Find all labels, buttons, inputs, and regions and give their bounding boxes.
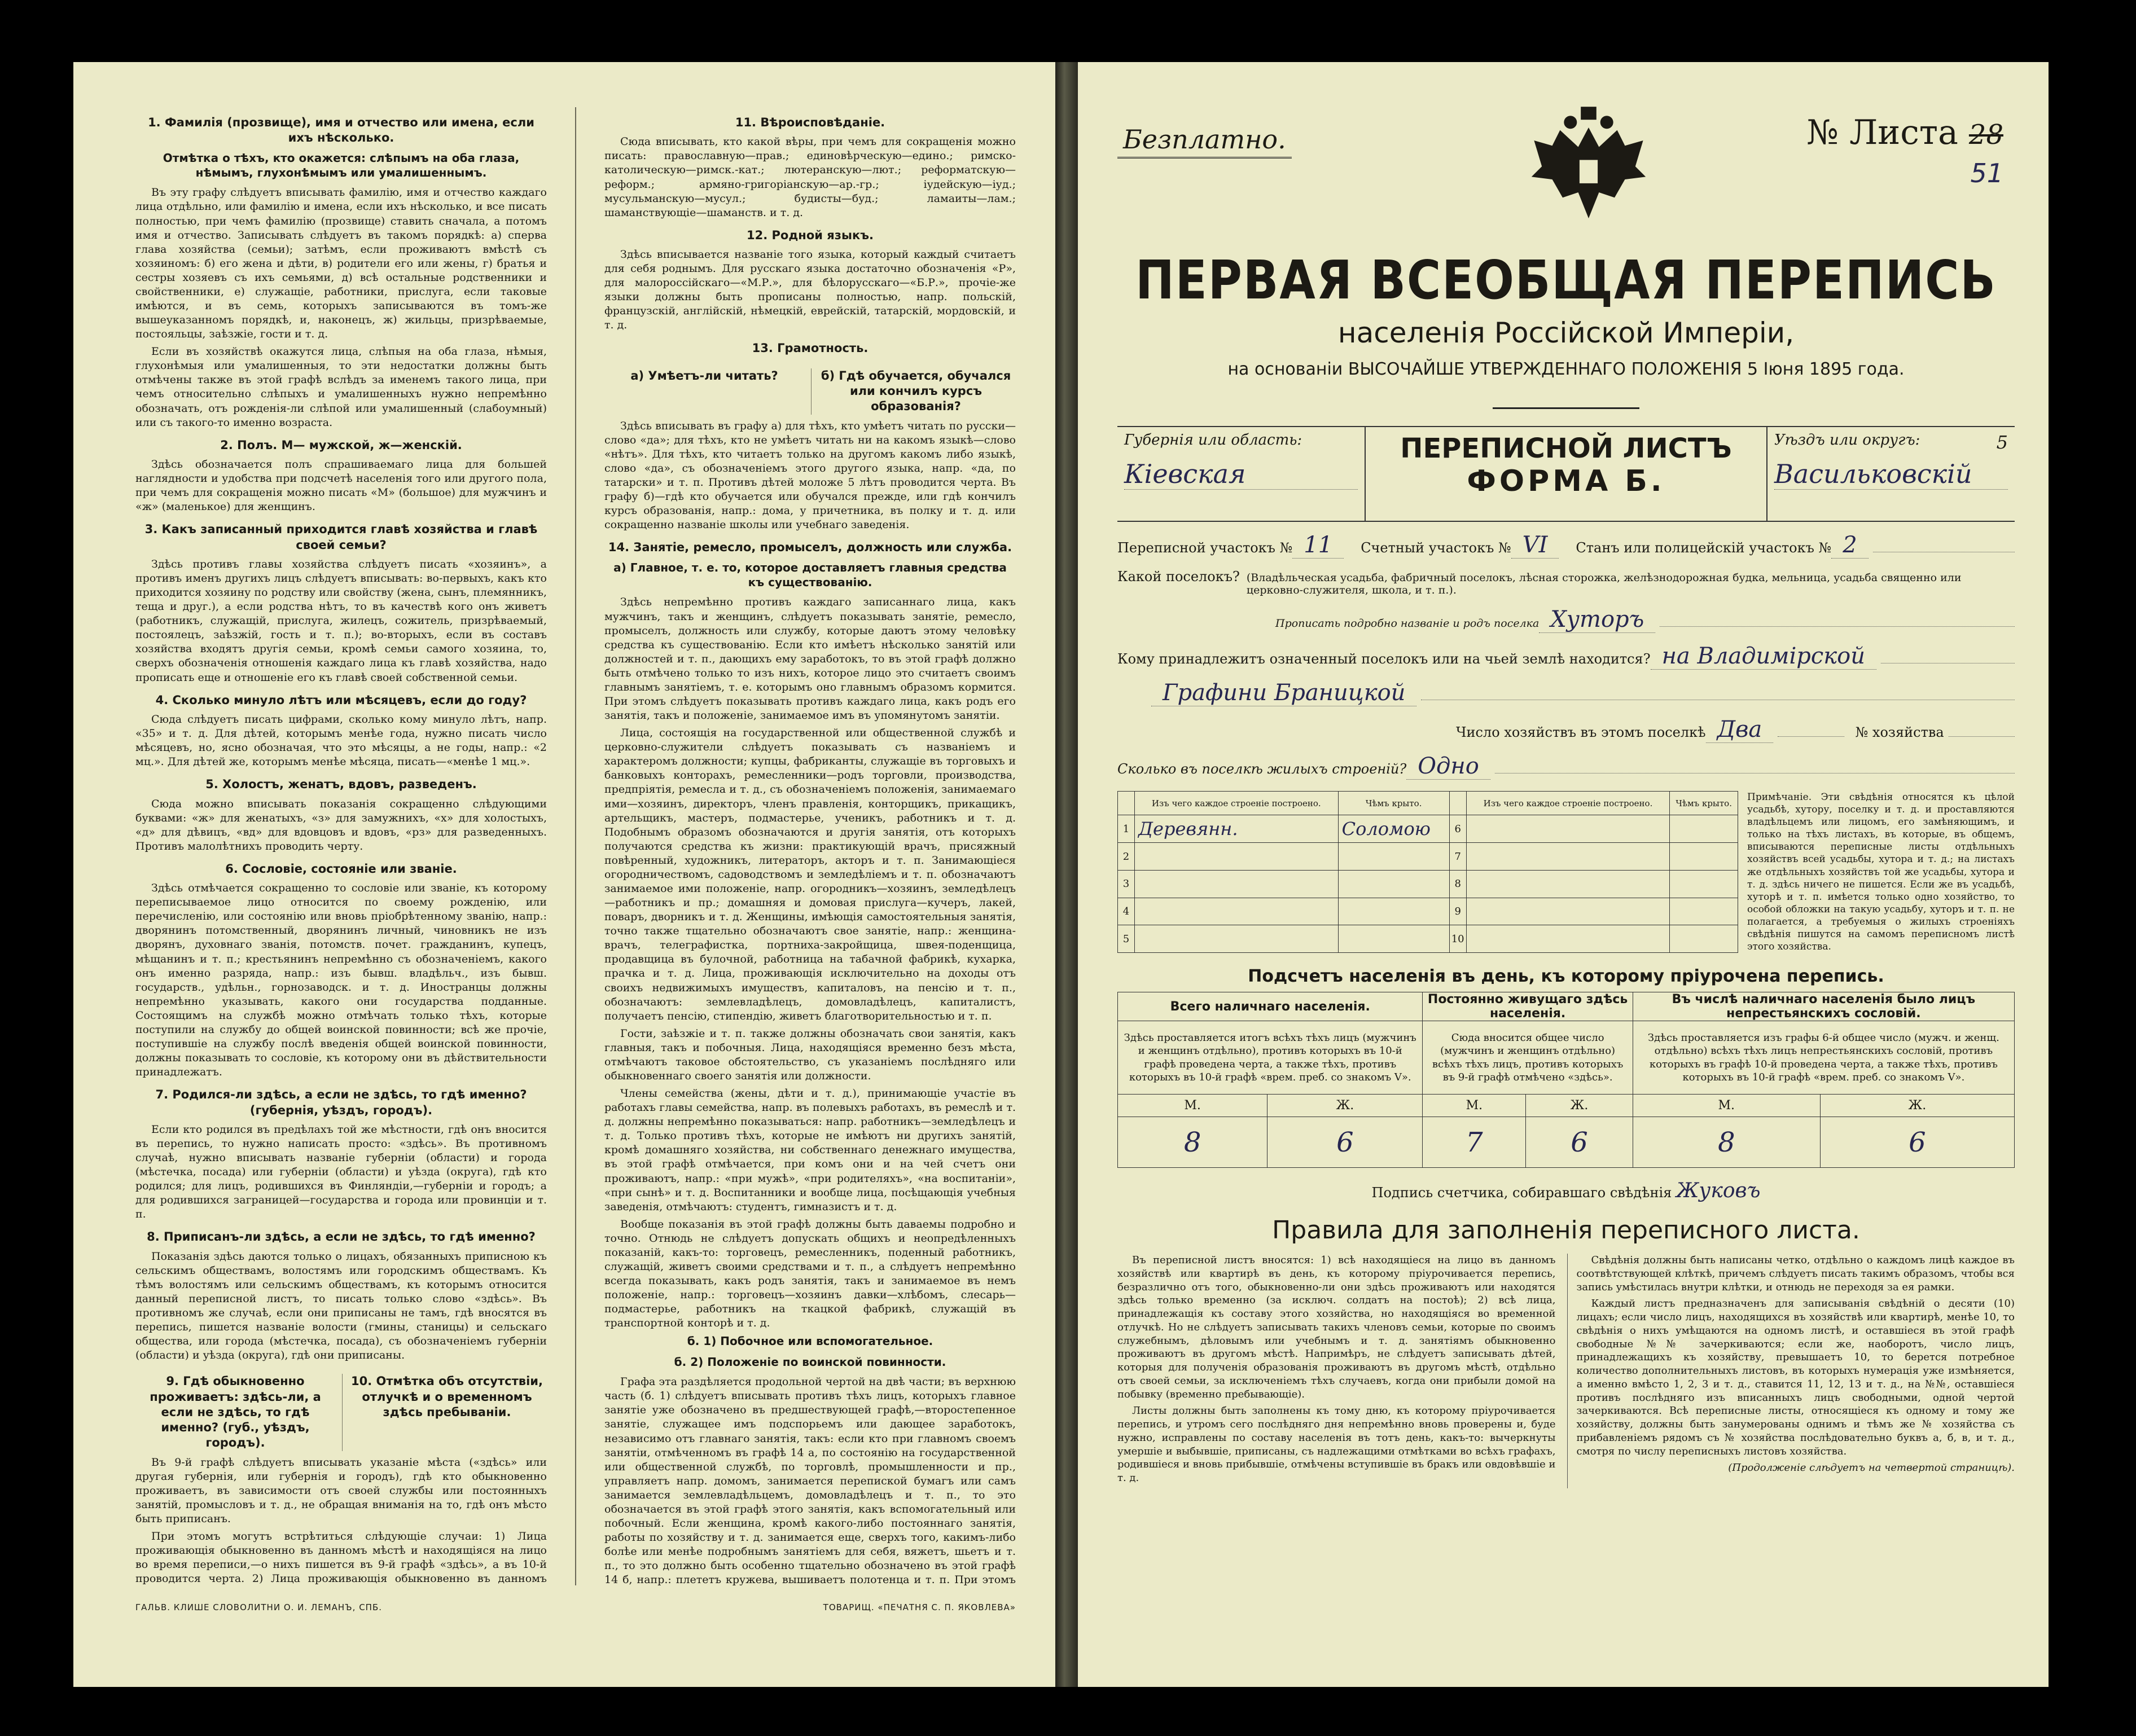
- census-title: ПЕРВАЯ ВСЕОБЩАЯ ПЕРЕПИСЬ: [1135, 249, 1997, 312]
- buildings-label: Сколько въ поселкѣ жилыхъ строеній?: [1117, 761, 1407, 777]
- title-rule: [1493, 407, 1639, 409]
- form-type: ФОРМА Б.: [1467, 464, 1665, 498]
- settlement-line: [1117, 569, 2015, 596]
- buildings-section: [1117, 791, 2015, 953]
- section-1-text: Въ эту графу слѣдуетъ вписывать фамилію, имя и отчество каждаго лица отдѣльно, или фамилію и имена, если ихъ нѣсколько, и все писать полностью, при чемъ фамилію (прозвище) ставить сначала, а потомъ имя и отчество. Записывать слѣдуетъ въ такомъ порядкѣ: а) сперва глава хозяйства (семьи); затѣмъ, если проживаютъ вмѣстѣ съ хозяиномъ: б) его жена и дѣти, в) родители его или жены, г) братья и сестры хозяевъ съ ихъ семьями, д) всѣ остальные родственники и свойственники, е) служащіе, работники, прислуга, если таковые имѣются, и въ семь, которыхъ записываются въ томъ-же вышеуказанномъ порядкѣ, и, наконецъ, ж) жильцы, призрѣваемые, постояльцы, заѣзжіе, гости и т. д.: [135, 186, 547, 341]
- census-area-value[interactable]: 11: [1292, 532, 1344, 559]
- right-page: [1078, 62, 2049, 1687]
- count-head-permanent: Постоянно живущаго здѣсь населенія.: [1423, 992, 1633, 1021]
- household-no-label: № хозяйства: [1855, 724, 1944, 740]
- settlement-hint-2: Прописать подробно названіе и родъ поселка: [1275, 617, 1540, 630]
- section-2-text: Здѣсь обозначается полъ спрашиваемаго лица для большей наглядности и удобства при подсчетѣ населенія того или другого пола, при чемъ для сокращенія можно писать «М» (большое) для мужчинъ и «ж» (маленькое) для женщинъ.: [135, 458, 547, 513]
- struct-row-num: 9: [1449, 898, 1466, 925]
- section-13a-title: а) Умѣетъ-ли читать?: [630, 368, 778, 383]
- rules-paragraph-1: Въ переписной листъ вносятся: 1) всѣ находящіеся на лицо въ данномъ хозяйствѣ или квартирѣ въ день, къ которому пріурочивается перепись, безразлично отъ того, обыкновенно-ли они здѣсь проживаютъ или находятся здѣсь только временно (за исключ. солдатъ на постоѣ); 2) всѣ лица, принадлежащія къ составу этого хозяйства, но находящіяся во временной отлучкѣ. Но не слѣдуетъ записывать такихъ членовъ семьи, которые по своимъ служебнымъ, дѣловымъ или учебнымъ и т. д. занятіямъ обыкновенно проживаютъ въ другомъ мѣстѣ. Напримѣръ, не слѣдуетъ записывать дѣтей, которыя для полученія образованія проживаютъ въ другомъ мѣстѣ, отдѣльно отъ своей семьи, за исключеніемъ тѣхъ случаевъ, когда они прибыли домой на побывку (временно пребывающіе).: [1117, 1254, 1556, 1400]
- struct-cell[interactable]: [1338, 870, 1449, 898]
- section-13b-title: б) Гдѣ обучается, обучался или кончилъ курсъ образованія?: [811, 368, 1016, 415]
- section-14-title: 14. Занятіе, ремесло, промыселъ, должность или служба.: [608, 540, 1012, 555]
- struct-roof-1[interactable]: Соломою: [1338, 815, 1449, 843]
- double-headed-eagle-icon: [1524, 102, 1653, 231]
- province-label: Губернія или область:: [1124, 432, 1302, 449]
- rules-paragraph-2: Листы должны быть заполнены къ тому дню, къ которому пріурочивается перепись, и утромъ сего послѣдняго дня непремѣнно вновь проверены и, буде нужно, исправлены по составу населенія въ тотъ день, какъ-то: вычеркнуты умершіе и выбывшіе, приписаны, съ надлежащими отмѣтками во всѣхъ графахъ, родившіеся и вновь прибывшіе, отмѣчены вступившіе въ бракъ или овдовѣвшіе и т. д.: [1117, 1405, 1556, 1484]
- buildings-line: [1117, 753, 2015, 780]
- count-desc-present: Здѣсь проставляется итогъ всѣхъ тѣхъ лицъ (мужчинъ и женщинъ отдѣльно), противъ которыхъ въ 10-й графѣ проведена черта, а также тѣхъ, противъ которыхъ въ 10-й графѣ «врем. преб. со знакомъ V».: [1118, 1021, 1423, 1095]
- section-4-title: 4. Сколько минуло лѣтъ или мѣсяцевъ, если до году?: [155, 693, 527, 707]
- count-nonpeasant-female[interactable]: 6: [1820, 1117, 2014, 1168]
- struct-cell[interactable]: [1670, 898, 1738, 925]
- female-label: Ж.: [1267, 1095, 1423, 1117]
- book-gutter: [1055, 62, 1078, 1687]
- section-2-title: 2. Полъ. М— мужской, ж—женскій.: [220, 438, 462, 452]
- count-head-present: Всего наличнаго населенія.: [1118, 992, 1423, 1021]
- count-present-male[interactable]: 8: [1118, 1117, 1267, 1168]
- section-14-text-4: Члены семейства (жены, дѣти и т. д.), принимающіе участіе въ работахъ главы семейства, напр. въ полевыхъ работахъ, въ ремеслѣ и т. д. должны непремѣнно показываться: напр. работникъ—земледѣлецъ и т. д. Только противъ тѣхъ, которые не имѣютъ ни другихъ занятій, кромѣ домашняго хозяйства, ни собственнаго денежнаго имущества, въ этой графѣ отмѣчается, при комъ они и на чей счетъ они проживаютъ, напр.: «при мужѣ», «при родителяхъ», «на воспитаніи», «при сынѣ» и т. д. Воспитанники и вообще лица, посѣщающія учебныя заведенія, отмѣчаютъ: студентъ, гимназистъ и т. д.: [604, 1087, 1016, 1213]
- sheet-number-value: 51: [1970, 158, 2003, 188]
- section-13-title: 13. Грамотность.: [752, 341, 869, 355]
- enumerator-signature-line: [1117, 1179, 2015, 1202]
- section-14-text: Здѣсь непремѣнно противъ каждаго записаннаго лица, какъ мужчинъ, такъ и женщинъ, слѣдуетъ показывать занятіе, ремесло, промыселъ, должность или службу, которые даютъ этому человѣку средства къ существованію. Если кто имѣетъ нѣсколько занятій или должностей и т. п., дающихъ ему заработокъ, то въ этой графѣ должно быть отмѣчено только то изъ нихъ, которое лицо это считаетъ своимъ главнымъ занятіемъ, т. е. которымъ оно главнымъ образомъ кормится. При этомъ слѣдуетъ показывать противъ каждаго лица, какъ родъ его занятія, такъ и положеніе, занимаемое имъ въ упомянутомъ занятіи.: [604, 596, 1016, 722]
- struct-cell[interactable]: [1466, 870, 1670, 898]
- rules-column-1: [1117, 1254, 1556, 1488]
- column-divider: [575, 107, 576, 1585]
- printer-credit-left: ГАЛЬВ. КЛИШЕ СЛОВОЛИТНИ О. И. ЛЕМАНЪ, СПБ.: [135, 1602, 383, 1612]
- count-area-label: Счетный участокъ №: [1361, 540, 1511, 556]
- struct-row-num: 3: [1118, 870, 1135, 898]
- sheet-number-struck: 28: [1968, 119, 2003, 151]
- form-header: [1117, 426, 2015, 522]
- section-14-text-2: Лица, состоящія на государственной или общественной службѣ и церковно-служители слѣдуетъ показывать съ названіемъ и характеромъ должности; купцы, фабриканты, служащіе въ торговыхъ и банковыхъ конторахъ, ремесленники—родъ торговли, производства, предпріятія, ремесла и т. д., съ обозначеніемъ положенія, занимаемаго ими—хозяинъ, директоръ, членъ правленія, конторщикъ, прикащикъ, артельщикъ, мастеръ, подмастерье, ученикъ, работникъ и т. д. Подобнымъ образомъ обозначаются и другія занятія, отъ которыхъ получаются средства къ жизни: практикующій врачъ, присяжный повѣренный, художникъ, литераторъ, акторъ и т. п. Занимающіеся огородничествомъ, садоводствомъ и земледѣліемъ и т. п. обозначаютъ занимаемое ими положеніе, напр. огородникъ—хозяинъ, земледѣлецъ—работникъ и пр.; домашняя и домовая прислуга—кучеръ, лакей, поваръ, дворникъ и т. д. Женщины, имѣющія самостоятельныя занятія, точно также тщательно обозначаютъ свое занятіе, напр.: женщина-врачъ, телеграфистка, портниха-закройщица, швея-поденщица, продавщица въ булочной, работница на табачной фабрикѣ, кухарка, прачка и т. д. Лица, проживающія исключительно на доходы отъ своихъ недвижимыхъ имуществъ, капиталовъ, на пенсію и т. п., обозначаютъ: землевладѣлецъ, домовладѣлецъ, капиталистъ, получаетъ пенсію, стипендію, живетъ благотворительностью и т. п.: [604, 727, 1016, 1022]
- rules-paragraph-3: Свѣдѣнія должны быть написаны четко, отдѣльно о каждомъ лицѣ каждое въ соотвѣтствующей клѣткѣ, причемъ слѣдуетъ писать такимъ образомъ, чтобы вся запись умѣстилась внутри клѣтки, и отнюдь не переходя за ея рамки.: [1576, 1254, 2015, 1293]
- population-count-table: [1117, 992, 2015, 1168]
- struct-cell[interactable]: [1466, 898, 1670, 925]
- count-area-value[interactable]: VI: [1511, 532, 1559, 559]
- section-13-header: [604, 361, 1016, 419]
- count-permanent-female[interactable]: 6: [1526, 1117, 1633, 1168]
- struct-row-num: 8: [1449, 870, 1466, 898]
- section-6-text: Здѣсь отмѣчается сокращенно то сословіе или званіе, къ которому переписываемое лицо относится по своему рожденію, или перечисленію, или состоянію или вновь пріобрѣтенному званію, напр.: дворянинъ потомственный, дворянинъ личный, чиновникъ не изъ дворянъ, духовнаго званія, потомств. почет. гражданинъ, купецъ, мѣщанинъ и т. п.; крестьянинъ непремѣнно съ обозначеніемъ, какого онъ именно разряда, напр.: изъ бывш. владѣльч., изъ бывш. государств., удѣльн., горнозаводск. и т. д. Иностранцы должны непремѣнно указывать, какого они государства подданные. Состоящимъ на службѣ можно отмѣчать только тѣхъ, которые поступили на службу до общей воинской повинности; всѣ же прочіе, поступившіе на службу послѣ введенія общей воинской повинности, должны показывать то сословіе, къ которому они въ дѣйствительности принадлежатъ.: [135, 882, 547, 1079]
- section-3-text: Здѣсь противъ главы хозяйства слѣдуетъ писать «хозяинъ», а противъ именъ другихъ лицъ слѣдуетъ вписывать: во-первыхъ, какъ кто приходится хозяину по родству или свойству (жена, сынъ, племянникъ, теща и друг.), а если родства нѣтъ, то въ качествѣ кого онъ живетъ (работникъ, служащій, прислуга, жилецъ, сожитель, призрѣваемый, постоялецъ, заѣзжій, гость и т. п.); во-вторыхъ, если въ составъ хозяйства входятъ другія семьи, кромѣ семьи самого хозяина, то, сверхъ обозначенія отношенія каждаго лица къ главѣ хозяйства, надо прописать еще и отношеніе его къ главѣ своей собственной семьи.: [135, 557, 547, 684]
- male-label: М.: [1633, 1095, 1820, 1117]
- settlement-label: Какой поселокъ?: [1117, 569, 1240, 584]
- female-label: Ж.: [1820, 1095, 2014, 1117]
- printer-credit-mid: ТОВАРИЩ. «ПЕЧАТНЯ С. П. ЯКОВЛЕВА»: [823, 1602, 1016, 1612]
- rules-paragraph-4: Каждый листъ предназначенъ для записыванія свѣдѣній о десяти (10) лицахъ; если число лицъ, находящихся въ хозяйствѣ или квартирѣ, менѣе 10, то свѣдѣнія о нихъ умѣщаются на одномъ листѣ, и оставшіеся въ этой графѣ свободные №№ зачеркиваются; если же, наоборотъ, число лицъ, принадлежащихъ къ хозяйству, превышаетъ 10, то берется потребное количество дополнительныхъ листовъ, въ которыхъ нумерація уже измѣняется, а именно вмѣсто 1, 2, 3 и т. д., ставится 11, 12, 13 и т. д., на №№, оставшіеся противъ послѣдняго изъ вписанныхъ лицъ свободными, одной чертой зачеркиваются. Всѣ переписные листы, относящіеся къ одному и тому же хозяйству, должны быть занумерованы однимъ и тѣмъ же № хозяйства съ прибавленіемъ рядомъ съ № хозяйства послѣдовательно буквъ а, б, в, и т. д., смотря по числу переписныхъ листовъ хозяйства.: [1576, 1298, 2015, 1457]
- section-9-title: 9. Гдѣ обыкновенно проживаетъ: здѣсь-ли, а если не здѣсь, то гдѣ именно? (губ., уѣздъ, городъ).: [150, 1374, 321, 1450]
- section-4-text: Сюда слѣдуетъ писать цифрами, сколько кому минуло лѣтъ, напр. «35» и т. д. Для дѣтей, которымъ менѣе года, нужно писать число мѣсяцевъ, но, ясно обозначая, что это мѣсяцы, а не годы, напр.: «2 мц.». Для дѣтей же, которымъ менѣе мѣсяца, писать—«менѣе 1 мц.».: [135, 713, 547, 768]
- section-6-title: 6. Сословіе, состояніе или званіе.: [225, 862, 457, 876]
- male-label: М.: [1423, 1095, 1526, 1117]
- section-14b1-title: б. 1) Побочное или вспомогательное.: [687, 1334, 933, 1348]
- form-title: ПЕРЕПИСНОЙ ЛИСТЪ: [1400, 433, 1732, 464]
- struct-row-num: 7: [1449, 843, 1466, 871]
- section-3-title: 3. Какъ записанный приходится главѣ хозяйства и главѣ своей семьи?: [144, 522, 538, 552]
- buildings-table: [1117, 791, 1738, 953]
- section-1-text-2: Если въ хозяйствѣ окажутся лица, слѣпыя на оба глаза, нѣмыя, глухонѣмыя или умалишенныя, то эти недостатки должны быть отмѣчены также въ этой графѣ вслѣдъ за именемъ такого лица, при чемъ относительно слѣпыхъ и умалишенныхъ нужно непремѣнно обозначать, отъ рожденія-ли слѣпой или умалишенный (слабоумный) или съ такого-то именно возраста.: [135, 345, 547, 429]
- struct-cell[interactable]: [1135, 870, 1339, 898]
- signature-label: Подпись счетчика, собиравшаго свѣдѣнія: [1371, 1185, 1672, 1201]
- struct-cell[interactable]: [1466, 843, 1670, 871]
- province-box: [1117, 427, 1366, 521]
- count-present-female[interactable]: 6: [1267, 1117, 1423, 1168]
- owner-label: Кому принадлежитъ означенный поселокъ или на чьей землѣ находится?: [1117, 651, 1651, 667]
- count-desc-permanent: Сюда вносится общее число (мужчинъ и женщинъ отдѣльно) всѣхъ тѣхъ лицъ, противъ которыхъ въ 9-й графѣ отмѣчено «здѣсь».: [1423, 1021, 1633, 1095]
- count-head-nonpeasant: Въ числѣ наличнаго населенія было лицъ непрестьянскихъ сословій.: [1633, 992, 2014, 1021]
- section-9-10-header: [135, 1366, 547, 1455]
- stan-label: Станъ или полицейскій участокъ №: [1576, 540, 1832, 556]
- settlement-hint: (Владѣльческая усадьба, фабричный поселокъ, лѣсная сторожка, желѣзнодорожная будка, мельница, усадьба священно или церковно-служителя, школа, и т. п.).: [1246, 572, 1962, 596]
- struct-row-num: 4: [1118, 898, 1135, 925]
- section-14-text-3: Гости, заѣзжіе и т. п. также должны обозначать свои занятія, какъ главныя, такъ и побочныя. Лица, находящіяся временно безъ мѣста, отмѣчаютъ таковое обстоятельство, съ указаніемъ послѣдняго или обыкновеннаго своего занятія или должности.: [604, 1027, 1016, 1082]
- continued-note: (Продолженіе слѣдуетъ на четвертой страницѣ).: [1728, 1462, 2015, 1474]
- section-8-text: Показанія здѣсь даются только о лицахъ, обязанныхъ приписною къ сельскимъ обществамъ, волостямъ или городскимъ обществамъ. Къ тѣмъ волостямъ или сельскимъ обществамъ, къ которымъ относится данный переписной листъ, то писать только слово «здѣсь». Въ противномъ же случаѣ, если они приписаны не тамъ, гдѣ вносятся въ перепись, пишется названіе волости (гмины, станицы) и сельскаго общества, или города (мѣстечка, посада), съ обозначеніемъ губерніи (области) и уѣзда (округа), гдѣ они приписаны.: [135, 1250, 547, 1362]
- instructions-column-2: [604, 107, 1016, 1585]
- count-nonpeasant-male[interactable]: 8: [1633, 1117, 1820, 1168]
- owner-value-2[interactable]: Графини Браницкой: [1151, 680, 1416, 706]
- header-row: [1117, 102, 2015, 231]
- left-page: [73, 62, 1055, 1687]
- household-no-field[interactable]: [1949, 736, 2015, 737]
- district-box: [1766, 427, 2015, 521]
- struct-roof-head-right: Чѣмъ крыто.: [1670, 792, 1738, 815]
- district-mark: 5: [1996, 432, 2008, 453]
- owner-line-2: [1117, 680, 2015, 706]
- section-12-text: Здѣсь вписывается названіе того языка, который каждый считаетъ для себя роднымъ. Для русскаго языка достаточно обозначенія «Р», для малороссійскаго—«М.Р.», для бѣлорусскаго—«Б.Р.», прочіе-же языки должны быть прописаны полностью, напр. польскій, французскій, англійскій, нѣмецкій, еврейскій, татарскій, мордовскій, и т. д.: [604, 248, 1016, 332]
- left-page-footer: [135, 1602, 1016, 1612]
- struct-cell[interactable]: [1135, 843, 1339, 871]
- section-1-subtitle: Отмѣтка о тѣхъ, кто окажется: слѣпымъ на оба глаза, нѣмымъ, глухонѣмымъ или умалишеннымъ.: [163, 151, 520, 179]
- areas-line: [1117, 532, 2015, 559]
- population-count-title: Подсчетъ населенія въ день, къ которому пріурочена перепись.: [1248, 966, 1884, 987]
- form-title-box: [1366, 427, 1766, 521]
- count-desc-nonpeasant: Здѣсь проставляется изъ графы 6-й общее число (мужч. и женщ. отдѣльно) всѣхъ тѣхъ лицъ непрестьянскихъ сословій, противъ которыхъ въ графѣ 10-й проведена черта, а также тѣхъ, противъ которыхъ въ 10-й графѣ «врем. преб. со знакомъ V».: [1633, 1021, 2014, 1095]
- signature-value[interactable]: Жуковъ: [1676, 1179, 1761, 1203]
- male-label: М.: [1118, 1095, 1267, 1117]
- struct-cell[interactable]: [1670, 870, 1738, 898]
- struct-row-num: 2: [1118, 843, 1135, 871]
- struct-cell[interactable]: [1135, 898, 1339, 925]
- rules-title: Правила для заполненія переписного листа.: [1272, 1216, 1860, 1245]
- section-9-text: Въ 9-й графѣ слѣдуетъ вписывать указаніе мѣста («здѣсь» или другая губернія, или губернія и городъ), гдѣ кто обыкновенно проживаетъ, въ зависимости отъ своей службы или постоянныхъ занятій, промысловъ и т. д., не обращая вниманія на то, гдѣ онъ мѣсто быть приписанъ.: [135, 1456, 547, 1526]
- section-14a-title: а) Главное, т. е. то, которое доставляетъ главныя средства къ существованію.: [613, 560, 1007, 590]
- buildings-note: Примѣчаніе. Эти свѣдѣнія относятся къ цѣлой усадьбѣ, хутору, поселку и т. д. и проставляются владѣльцемъ или лицомъ, его замѣняющимъ, и только на тѣхъ листахъ, въ которые, въ общемъ, вписываются переписные листы отдѣльныхъ хозяйствъ всей усадьбы, хутора и т. д.; на листахъ же отдѣльныхъ хозяйствъ той же усадьбы, хутора и т. д. здѣсь ничего не пишется. Если же въ усадьбѣ, хуторѣ и т. п. имѣется только одно хозяйство, то особой обложки на такую усадьбу, хуторъ и т. п. не полагается, а требуемыя о жилыхъ строеніяхъ свѣдѣнія пишутся на самомъ переписномъ листѣ этого хозяйства.: [1747, 792, 2015, 953]
- households-fill: [1778, 736, 1844, 737]
- owner-value-1[interactable]: на Владимірской: [1651, 643, 1876, 670]
- struct-num-head-right: [1449, 792, 1466, 815]
- households-label: Число хозяйствъ въ этомъ поселкѣ: [1456, 724, 1706, 740]
- section-7-title: 7. Родился-ли здѣсь, а если не здѣсь, то гдѣ именно? (губернія, уѣздъ, городъ).: [155, 1088, 527, 1117]
- struct-material-head-left: Изъ чего каждое строеніе построено.: [1135, 792, 1339, 815]
- census-area-label: Переписной участокъ №: [1117, 540, 1293, 556]
- struct-cell[interactable]: [1338, 925, 1449, 953]
- stan-value[interactable]: 2: [1831, 532, 1868, 559]
- rules-section: [1117, 1254, 2015, 1488]
- owner-line: [1117, 643, 2015, 670]
- sheet-number-label: № Листа: [1806, 113, 1958, 152]
- free-label: Безплатно.: [1117, 124, 1292, 159]
- rules-column-2: [1567, 1254, 2015, 1488]
- section-14-text-5: Вообще показанія въ этой графѣ должны быть даваемы подробно и точно. Отнюдь не слѣдуетъ допускать общихъ и неопредѣленныхъ показаній, какъ-то: торговецъ, ремесленникъ, поденный работникъ, служащій, живетъ своими средствами и т. п., а слѣдуетъ непремѣнно всегда показывать, какъ родъ занятія, такъ и занимаемое въ немъ положеніе, напр.: торговецъ—хозяинъ давки—хлѣбомъ, слесарь—подмастерье, работникъ на ткацкой фабрикѣ, служащій въ транспортной конторѣ и т. д.: [604, 1218, 1016, 1330]
- households-value[interactable]: Два: [1706, 717, 1774, 743]
- struct-row-num: 10: [1449, 925, 1466, 953]
- section-7-text: Если кто родился въ предѣлахъ той же мѣстности, гдѣ онъ вносится въ перепись, то нужно написать просто: «здѣсь». Въ противномъ случаѣ, нужно вписывать названіе губерніи (области) и города (мѣстечка, посада) или губерніи (области) и уѣзда (округа), гдѣ кто родился; для лицъ, родившихся въ Финляндіи,—губерніи и городъ; а для родившихся заграницей—государства и города или провинціи и т. п.: [135, 1123, 547, 1221]
- female-label: Ж.: [1526, 1095, 1633, 1117]
- struct-cell[interactable]: [1338, 898, 1449, 925]
- section-1-title: 1. Фамилія (прозвище), имя и отчество или имена, если ихъ нѣсколько.: [148, 116, 534, 145]
- struct-cell[interactable]: [1670, 925, 1738, 953]
- struct-cell[interactable]: [1670, 815, 1738, 843]
- census-basis: на основаніи ВЫСОЧАЙШЕ УТВЕРЖДЕННАГО ПОЛОЖЕНІЯ 5 Іюня 1895 года.: [1227, 359, 1905, 379]
- district-label: Уѣздъ или округъ:: [1774, 432, 1920, 449]
- struct-row-num: 6: [1449, 815, 1466, 843]
- buildings-value[interactable]: Одно: [1406, 753, 1490, 780]
- section-8-title: 8. Приписанъ-ли здѣсь, а если не здѣсь, то гдѣ именно?: [147, 1230, 536, 1244]
- struct-row-num: 5: [1118, 925, 1135, 953]
- struct-cell[interactable]: [1670, 843, 1738, 871]
- province-value[interactable]: Кіевская: [1124, 459, 1358, 490]
- settlement-value[interactable]: Хуторъ: [1539, 606, 1655, 633]
- count-permanent-male[interactable]: 7: [1423, 1117, 1526, 1168]
- section-14b2-title: б. 2) Положеніе по воинской повинности.: [674, 1355, 946, 1369]
- section-5-text: Сюда можно вписывать показанія сокращенно слѣдующими буквами: «ж» для женатыхъ, «з» для замужнихъ, «х» для холостыхъ, «д» для дѣвицъ, «вд» для вдовцовъ и вдовъ, «рз» для разведенныхъ. Противъ малолѣтнихъ проводить черту.: [135, 797, 547, 852]
- households-line: [1117, 717, 2015, 743]
- section-10-title: 10. Отмѣтка объ отсутствіи, отлучкѣ и о временномъ здѣсь пребываніи.: [342, 1374, 547, 1451]
- struct-roof-head-left: Чѣмъ крыто.: [1338, 792, 1449, 815]
- census-subtitle: населенія Россійской Имперіи,: [1337, 317, 1795, 349]
- section-11-text: Сюда вписывать, кто какой вѣры, при чемъ для сокращенія можно писать: православную—прав.; единовѣрческую—едино.; римско-католическую—римск.-кат.; лютеранскую—лют.; реформатскую—реформ.; армяно-григоріанскую—ар.-гр.; іудейскую—іуд.; мусульманскую—мусул.; будисты—буд.; ламаиты—лам.; шаманствующіе—шаманств. и т. д.: [604, 135, 1016, 219]
- struct-material-1[interactable]: Деревянн.: [1135, 815, 1339, 843]
- struct-cell[interactable]: [1466, 815, 1670, 843]
- struct-cell[interactable]: [1135, 925, 1339, 953]
- section-13-text: Здѣсь вписывать въ графу а) для тѣхъ, кто умѣетъ читать по русски—слово «да»; для тѣхъ, кто не умѣетъ читать ни на какомъ языкѣ—слово «нѣтъ». Для тѣхъ, кто читаетъ только на другомъ какомъ либо языкѣ, слово «да», съ обозначеніемъ этого другого языка, напр. «да, по татарски» и т. п. Противъ дѣтей моложе 5 лѣтъ проводится черта. Въ графу б)—гдѣ кто обучается или обучался прежде, или гдѣ кончилъ курсъ образованія, напр.: дома, у причетника, въ полку и т. д. или сокращенно названіе школы или учебнаго заведенія.: [604, 419, 1016, 531]
- struct-cell[interactable]: [1338, 843, 1449, 871]
- section-14-text-6: Графа эта раздѣляется продольной чертой на двѣ части; въ верхнюю часть (б. 1) слѣдуетъ вписывать противъ тѣхъ лицъ, которыхъ главное занятіе уже обозначено въ предшествующей графѣ,—второстепенное занятіе, служащее имъ подспорьемъ или дающее заработокъ, независимо отъ главнаго занятія, такъ: если кто при главномъ своемъ занятіи, отмѣченномъ въ графѣ 14 а, по состоянію на государственной или общественной службѣ, по торговлѣ, промышленности и пр., управляетъ напр. домомъ, занимается перепиской бумагъ или самъ занимается землевладѣльцемъ, домовладѣлецъ и т. п., то это обозначается въ этой графѣ этого занятія, какъ вспомогательный или побочный. Если женщина, кромѣ какого-либо постояннаго занятія, работы по хозяйству и т. д. занимается еще, сверхъ того, какимъ-либо болѣе или менѣе подробнымъ занятіемъ для себя, вяжетъ, шьетъ и т. п., то это должно быть особенно тщательно обозначено въ этой графѣ 14 б, напр.: плететъ кружева, вышиваетъ полотенца и т. п. При этомъ: [604, 1375, 1016, 1585]
- settlement-fill: [1660, 626, 2015, 627]
- district-value[interactable]: Васильковскій: [1774, 459, 2008, 490]
- section-9-text-2: При этомъ могутъ встрѣтиться слѣдующіе случаи: 1) Лица проживающія обыкновенно въ данномъ мѣстѣ и находящіяся на лицо во время переписи,—о нихъ пишется въ 9-й графѣ «здѣсь», а въ 10-й проводится черта. 2) Лица проживающія обыкновенно въ данномъ: [135, 1530, 547, 1585]
- struct-material-head-right: Изъ чего каждое строеніе построено.: [1466, 792, 1670, 815]
- section-12-title: 12. Родной языкъ.: [747, 228, 874, 242]
- sheet-number-block: [1806, 113, 2003, 188]
- struct-num-head-left: [1118, 792, 1135, 815]
- section-11-title: 11. Вѣроисповѣданіе.: [735, 116, 885, 129]
- struct-row-num: 1: [1118, 815, 1135, 843]
- section-5-title: 5. Холостъ, женатъ, вдовъ, разведенъ.: [205, 777, 477, 792]
- struct-cell[interactable]: [1466, 925, 1670, 953]
- instructions-column-1: [135, 107, 547, 1585]
- settlement-value-line: [1117, 606, 2015, 633]
